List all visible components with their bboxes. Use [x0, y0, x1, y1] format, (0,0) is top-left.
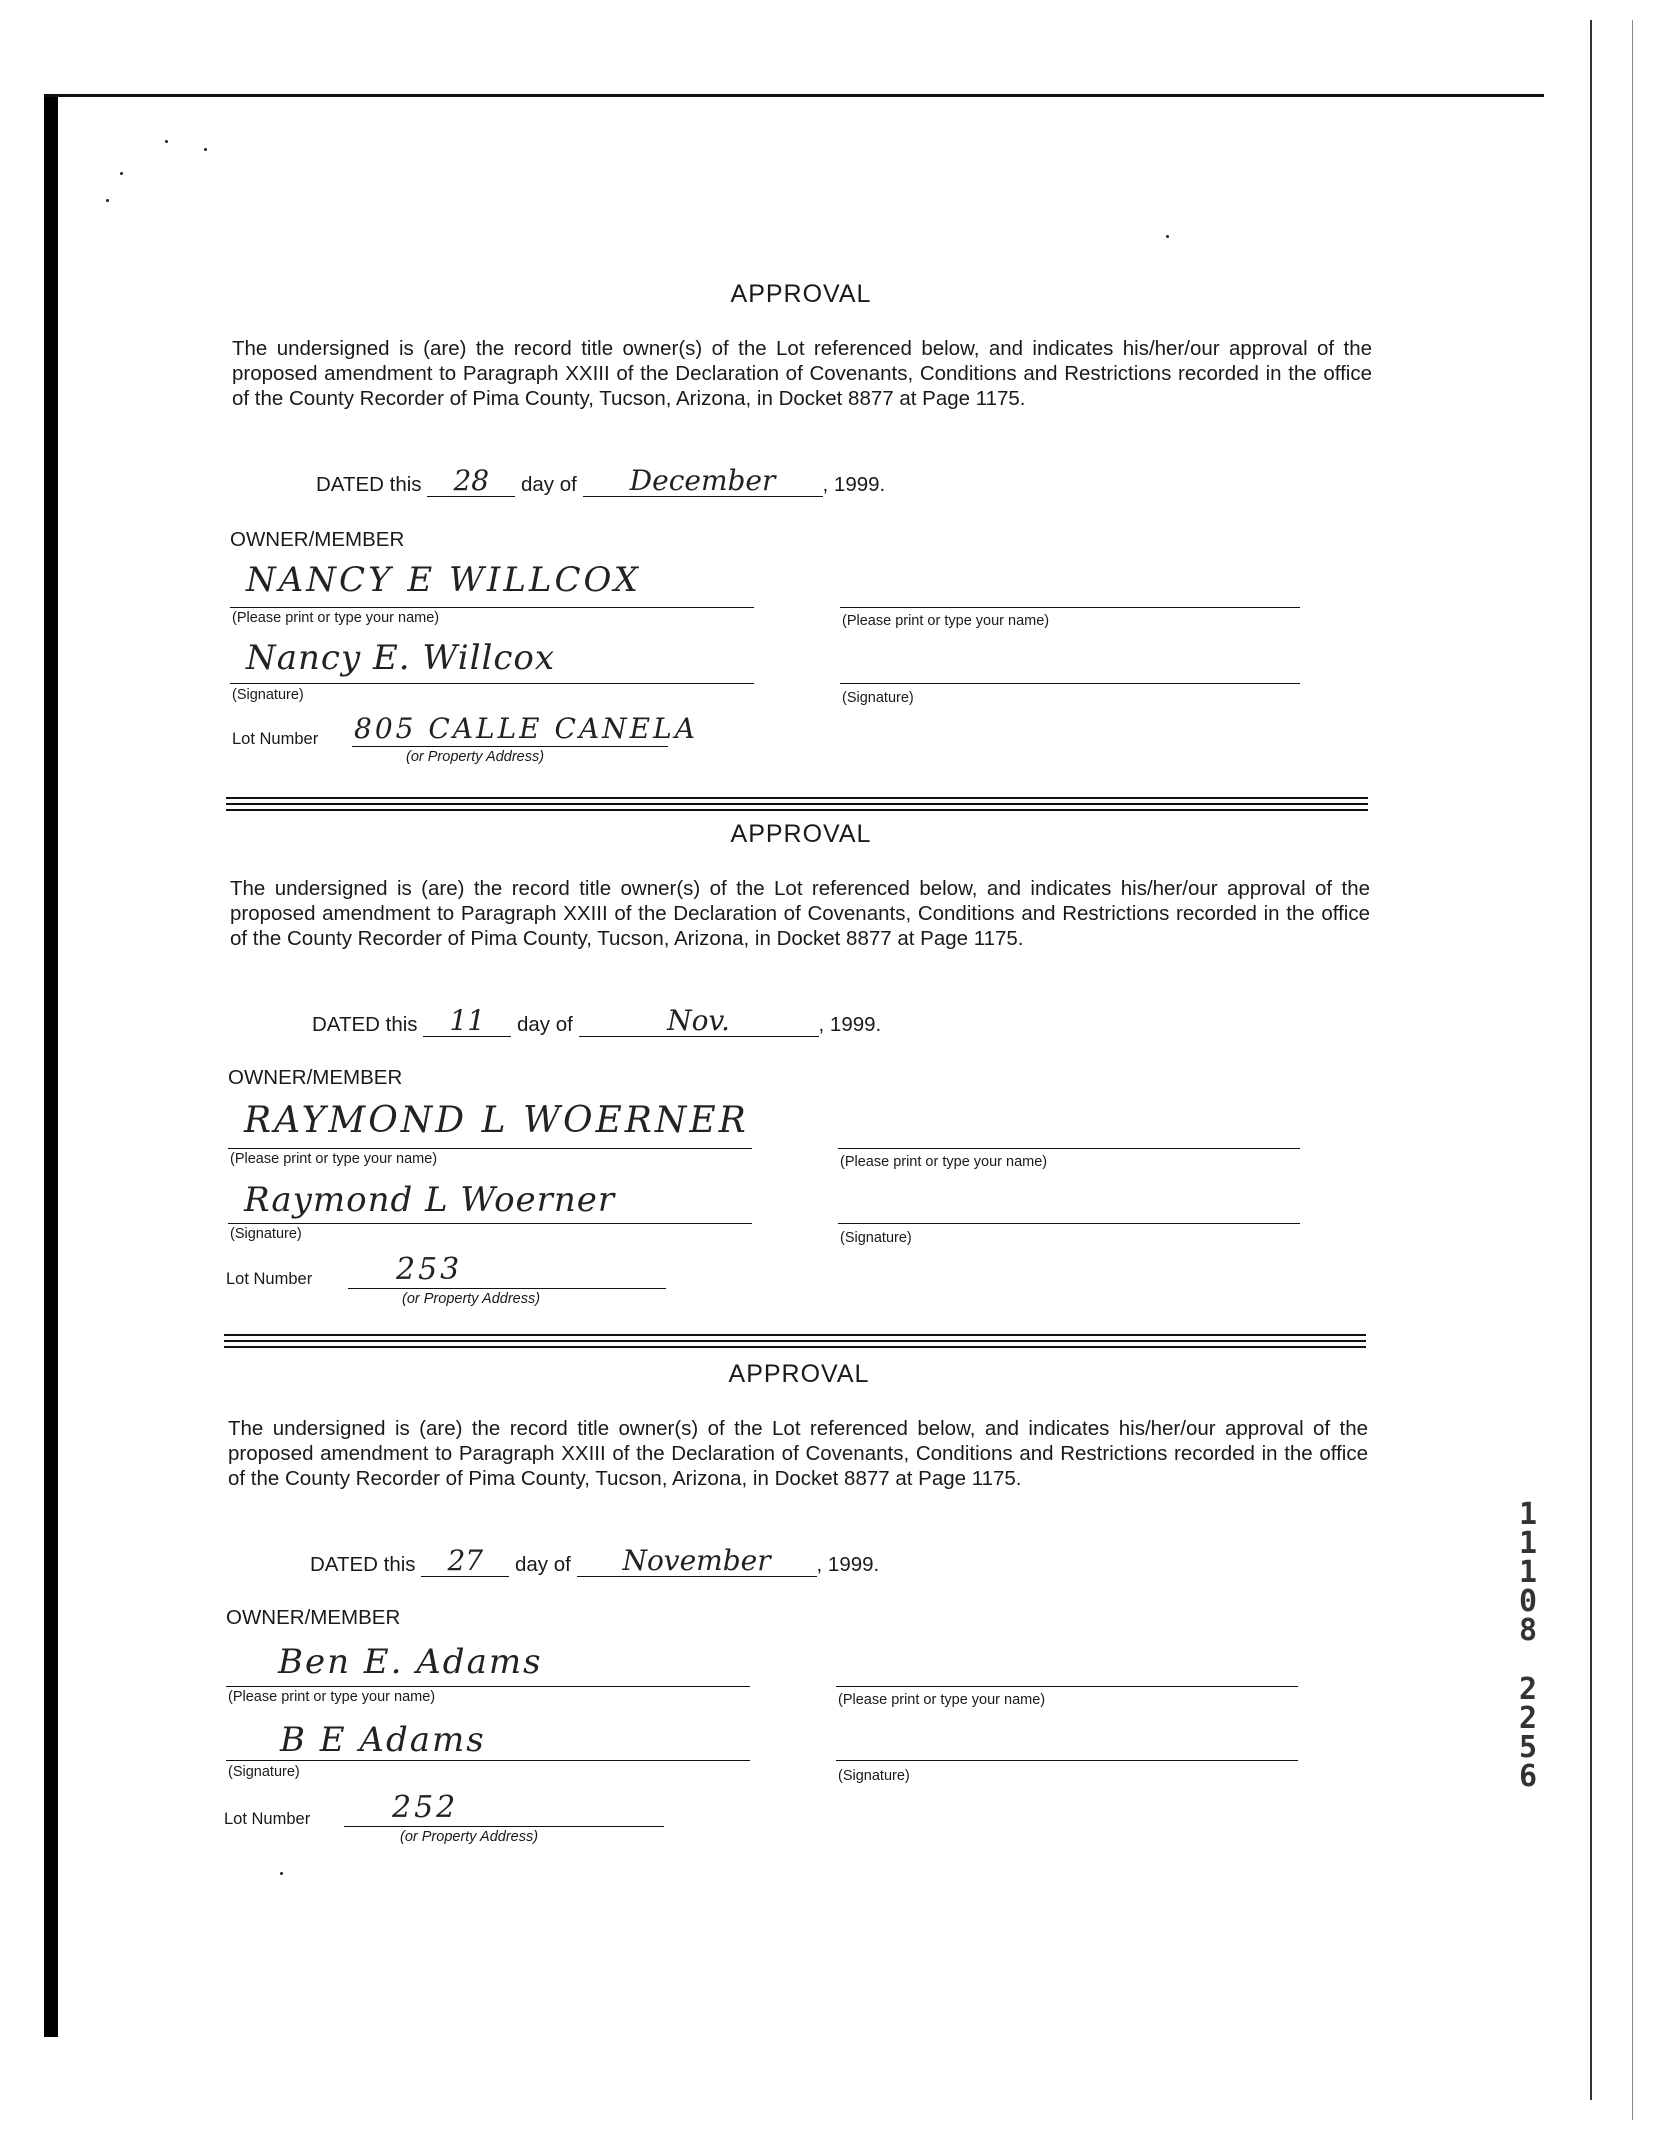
- dated-label: DATED this: [312, 1013, 418, 1036]
- print-name-caption: (Please print or type your name): [232, 610, 440, 626]
- property-address-caption: (or Property Address): [400, 1829, 539, 1845]
- scan-left-edge: [44, 97, 58, 2037]
- day-field[interactable]: 27: [421, 1546, 509, 1577]
- day-of-label: day of: [516, 1013, 573, 1036]
- recording-number-stamp: [1508, 1497, 1548, 1794]
- lot-line: [352, 746, 668, 747]
- name-line: [226, 1686, 750, 1687]
- month-field[interactable]: Nov.: [579, 1006, 819, 1037]
- lot-number-label: Lot Number: [224, 1810, 311, 1828]
- lot-number-label: Lot Number: [226, 1270, 313, 1288]
- signature-caption: (Signature): [230, 1226, 302, 1242]
- signature-line-2: [840, 683, 1300, 684]
- scan-speck: [280, 1872, 283, 1875]
- property-address-caption: (or Property Address): [402, 1291, 541, 1307]
- signature-caption-2: (Signature): [840, 1230, 912, 1246]
- approval-section-1: [226, 270, 1376, 780]
- owner-member-label: OWNER/MEMBER: [230, 528, 405, 551]
- section-divider: [224, 1340, 1366, 1342]
- signature-field[interactable]: Nancy E. Willcox: [246, 638, 556, 678]
- signature-line: [230, 683, 754, 684]
- dated-line: [312, 1006, 881, 1037]
- signature-caption-2: (Signature): [838, 1768, 910, 1784]
- stamp-digit: 1: [1518, 1526, 1538, 1561]
- approval-text: The undersigned is (are) the record title owner(s) of the Lot referenced below, and indicates his/her/our approval of the proposed amendment to Paragraph XXIII of the Declaration of Covenants, Conditions and Restrictions recorded in the office of the County Recorder of Pima County, Tucson, Arizona, in Docket 8877 at Page 1175.: [228, 1417, 1368, 1490]
- lot-line: [344, 1826, 664, 1827]
- dated-line: [310, 1546, 879, 1577]
- signature-line: [226, 1760, 750, 1761]
- day-field[interactable]: 11: [423, 1006, 511, 1037]
- scan-speck: [120, 172, 123, 175]
- name-line: [230, 607, 754, 608]
- day-field[interactable]: 28: [427, 466, 515, 497]
- section-divider: [226, 797, 1368, 799]
- section-divider: [226, 803, 1368, 805]
- lot-number-field[interactable]: 805 CALLE CANELA: [354, 712, 698, 745]
- approval-section-3: [224, 1350, 1374, 1870]
- signature-field[interactable]: Raymond L Woerner: [244, 1180, 616, 1220]
- signature-caption: (Signature): [228, 1764, 300, 1780]
- section-title: APPROVAL: [728, 1360, 870, 1388]
- signature-line-2: [836, 1760, 1298, 1761]
- printed-name-field[interactable]: NANCY E WILLCOX: [246, 560, 641, 600]
- section-divider: [224, 1346, 1366, 1348]
- signature-field[interactable]: B E Adams: [280, 1720, 486, 1760]
- scan-speck: [165, 140, 168, 143]
- owner-member-label: OWNER/MEMBER: [228, 1066, 403, 1089]
- stamp-digit: 8: [1518, 1613, 1538, 1648]
- scan-right-edge: [1590, 20, 1592, 2100]
- printed-name-field[interactable]: RAYMOND L WOERNER: [244, 1100, 749, 1141]
- property-address-caption: (or Property Address): [406, 749, 545, 765]
- stamp-digit: 1: [1518, 1497, 1538, 1532]
- print-name-caption-2: (Please print or type your name): [838, 1692, 1046, 1708]
- month-field[interactable]: December: [583, 466, 823, 497]
- lot-line: [348, 1288, 666, 1289]
- section-divider: [224, 1334, 1366, 1336]
- signature-line-2: [838, 1223, 1300, 1224]
- stamp-digit: 2: [1518, 1672, 1538, 1707]
- name-line-2: [838, 1148, 1300, 1149]
- signature-line: [228, 1223, 752, 1224]
- stamp-digit: 0: [1518, 1584, 1538, 1619]
- stamp-digit: 2: [1518, 1701, 1538, 1736]
- scan-speck: [1166, 235, 1169, 238]
- scan-speck: [204, 148, 207, 151]
- name-line-2: [840, 607, 1300, 608]
- stamp-digit: 1: [1518, 1555, 1538, 1590]
- name-line-2: [836, 1686, 1298, 1687]
- section-title: APPROVAL: [730, 820, 872, 848]
- scan-speck: [106, 199, 109, 202]
- section-title: APPROVAL: [730, 280, 872, 308]
- signature-caption: (Signature): [232, 687, 304, 703]
- month-field[interactable]: November: [577, 1546, 817, 1577]
- dated-label: DATED this: [310, 1553, 416, 1576]
- print-name-caption-2: (Please print or type your name): [842, 613, 1050, 629]
- scan-right-margin: [1632, 20, 1633, 2120]
- print-name-caption: (Please print or type your name): [230, 1151, 438, 1167]
- approval-section-2: [226, 810, 1376, 1330]
- stamp-digit: 5: [1518, 1730, 1538, 1765]
- print-name-caption: (Please print or type your name): [228, 1689, 436, 1705]
- approval-text: The undersigned is (are) the record title owner(s) of the Lot referenced below, and indicates his/her/our approval of the proposed amendment to Paragraph XXIII of the Declaration of Covenants, Conditions and Restrictions recorded in the office of the County Recorder of Pima County, Tucson, Arizona, in Docket 8877 at Page 1175.: [232, 337, 1372, 410]
- dated-label: DATED this: [316, 473, 422, 496]
- signature-caption-2: (Signature): [842, 690, 914, 706]
- year-label: , 1999.: [822, 473, 886, 496]
- stamp-digit: 6: [1518, 1759, 1538, 1794]
- lot-number-label: Lot Number: [232, 730, 319, 748]
- day-of-label: day of: [520, 473, 577, 496]
- year-label: , 1999.: [816, 1553, 880, 1576]
- day-of-label: day of: [514, 1553, 571, 1576]
- name-line: [228, 1148, 752, 1149]
- printed-name-field[interactable]: Ben E. Adams: [278, 1642, 543, 1682]
- page-top-rule: [44, 94, 1544, 97]
- print-name-caption-2: (Please print or type your name): [840, 1154, 1048, 1170]
- dated-line: [316, 466, 885, 497]
- owner-member-label: OWNER/MEMBER: [226, 1606, 401, 1629]
- approval-text: The undersigned is (are) the record title owner(s) of the Lot referenced below, and indicates his/her/our approval of the proposed amendment to Paragraph XXIII of the Declaration of Covenants, Conditions and Restrictions recorded in the office of the County Recorder of Pima County, Tucson, Arizona, in Docket 8877 at Page 1175.: [230, 877, 1370, 950]
- year-label: , 1999.: [818, 1013, 882, 1036]
- lot-number-field[interactable]: 252: [392, 1790, 459, 1825]
- lot-number-field[interactable]: 253: [396, 1252, 463, 1287]
